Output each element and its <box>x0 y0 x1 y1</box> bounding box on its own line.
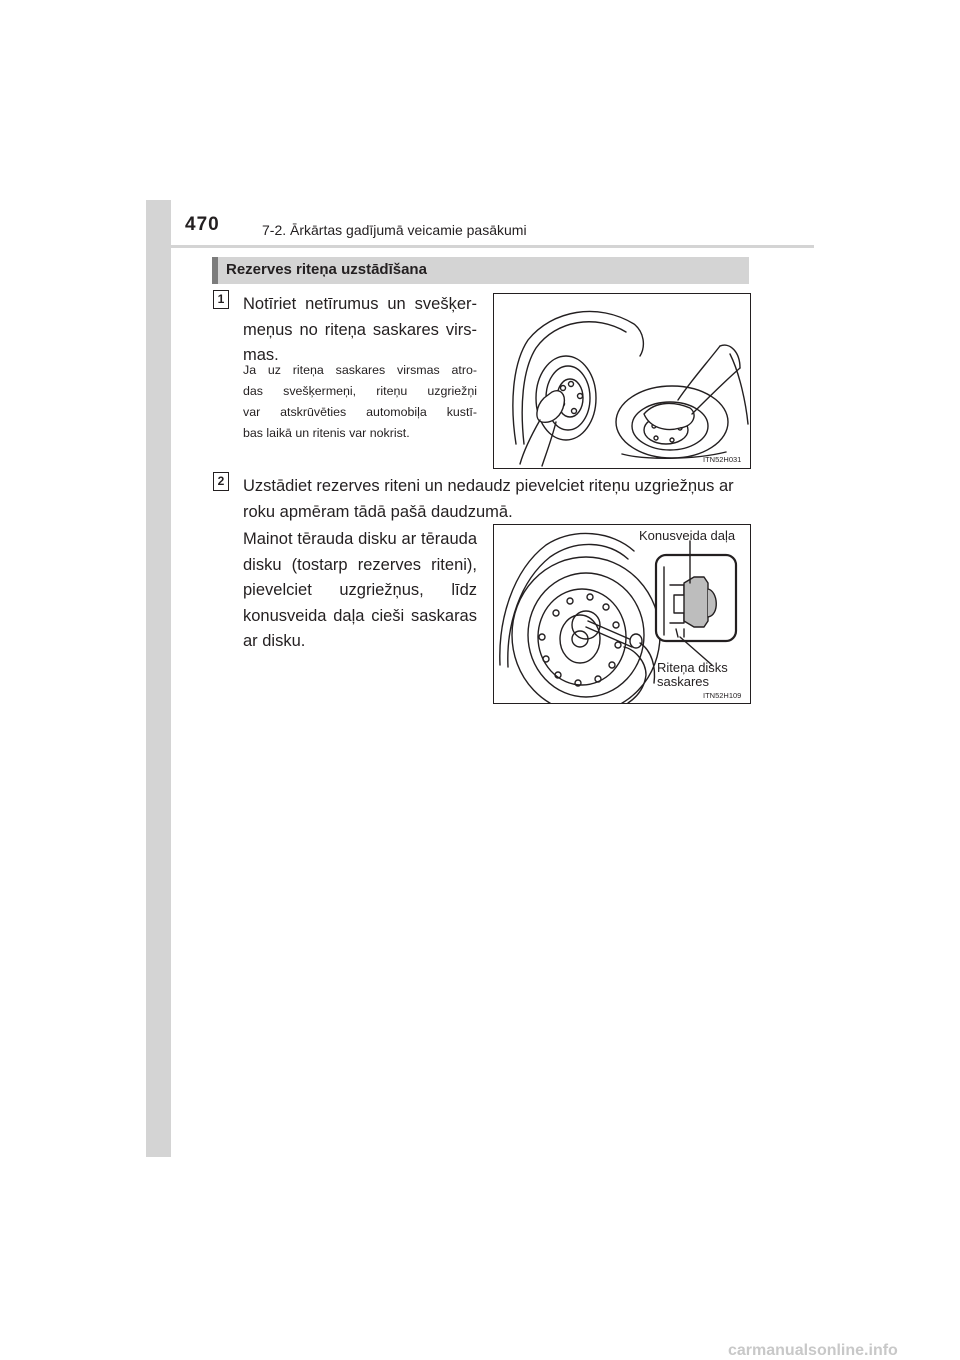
step-1-note-line: Ja uz riteņa saskares virsmas atro- <box>243 363 477 377</box>
step-1-note-line: das svešķermeņi, riteņu uzgriežņi <box>243 384 477 398</box>
step-2-text <box>243 474 751 525</box>
step-1-line: Notīriet netīrumus un svešķer- <box>243 295 477 313</box>
step-2-line: Uzstādiet rezerves riteni un nedaudz pievelciet riteņu uzgriežņus ar <box>243 477 734 495</box>
page-number: 470 <box>185 214 220 235</box>
install-wheel-illustration <box>494 525 750 703</box>
figure-code: ITN52H031 <box>703 455 742 464</box>
step-badge-2: 2 <box>213 472 229 491</box>
step-1-text <box>243 292 477 369</box>
section-heading-accent <box>212 257 218 284</box>
step-badge-1: 1 <box>213 290 229 309</box>
section-heading <box>212 257 749 284</box>
clean-wheel-illustration <box>494 294 750 468</box>
step-2-sub-line: konusveida daļa cieši saskaras <box>243 606 477 625</box>
step-2-sub-line: pievelciet uzgriežņus, līdz <box>243 581 477 599</box>
figure-code: ITN52H109 <box>703 691 742 700</box>
step-1-line: meņus no riteņa saskares virs- <box>243 320 477 339</box>
figure-install-spare-wheel <box>493 524 751 704</box>
callout-contact-line2: saskares <box>657 674 710 689</box>
step-1-line: mas. <box>243 346 279 364</box>
step-2-sub-text <box>243 527 477 655</box>
watermark: carmanualsonline.info <box>728 1342 898 1359</box>
header-rule <box>146 245 814 248</box>
side-bar <box>146 200 171 1157</box>
figure-clean-wheel-surface <box>493 293 751 469</box>
step-2-line: roku apmēram tādā pašā daudzumā. <box>243 502 513 521</box>
step-1-note-line: var atskrūvēties automobiļa kustī- <box>243 405 477 419</box>
step-1-note-line: bas laikā un ritenis var nokrist. <box>243 426 410 440</box>
chapter-title: 7-2. Ārkārtas gadījumā veicamie pasākumi <box>262 222 527 238</box>
callout-contact-line1: Riteņa disks <box>657 660 728 675</box>
step-1-note <box>243 360 477 444</box>
step-2-sub-line: disku (tostarp rezerves riteni), <box>243 555 477 574</box>
section-heading-text: Rezerves riteņa uzstādīšana <box>226 261 427 278</box>
step-2-sub-line: ar disku. <box>243 632 306 650</box>
step-2-sub-line: Mainot tērauda disku ar tērauda <box>243 530 477 548</box>
callout-taper: Konusveida daļa <box>639 528 736 543</box>
